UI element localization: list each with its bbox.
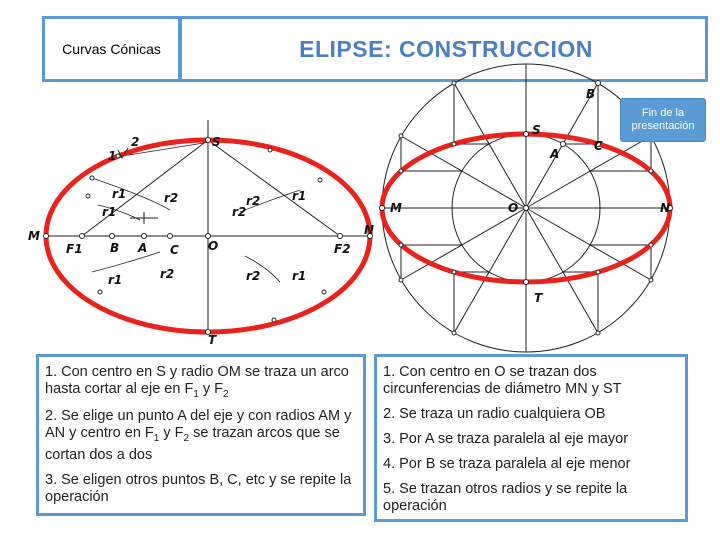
radius-5 — [526, 208, 651, 280]
point-A — [142, 234, 147, 239]
label-O-right: O — [508, 201, 519, 215]
label-B-right: B — [586, 87, 596, 101]
label-A-left: A — [138, 241, 148, 255]
pt-r4 — [399, 134, 403, 138]
label-1: 1 — [108, 149, 117, 163]
label-S-left: S — [212, 135, 221, 149]
label-r2-b: r2 — [232, 205, 247, 219]
point-B-right — [596, 81, 601, 86]
end-presentation-button[interactable]: Fin de la presentación — [620, 98, 706, 142]
point-arc-bot-right — [272, 318, 276, 322]
subtitle: Curvas Cónicas — [62, 41, 161, 57]
radius-8 — [454, 208, 526, 333]
point-M-right — [380, 206, 385, 211]
label-C-left: C — [170, 243, 179, 257]
page-title: ELIPSE: CONSTRUCCION — [299, 35, 593, 62]
label-M-left: M — [28, 229, 40, 243]
point-S — [206, 138, 211, 143]
pt-r2 — [452, 81, 456, 85]
point-M — [44, 234, 49, 239]
right-step-2: 2. Se traza un radio cualquiera OB — [383, 406, 606, 422]
label-r2-c: r2 — [246, 194, 261, 208]
arc-r1-c — [92, 252, 160, 272]
label-r2-a: r2 — [164, 191, 179, 205]
pt-e5 — [649, 243, 653, 247]
label-M-right: M — [390, 201, 402, 215]
point-S-right — [524, 132, 529, 137]
pt-r8 — [452, 331, 456, 335]
pt-e3 — [649, 169, 653, 173]
label-r1-d: r1 — [292, 189, 307, 203]
focus-line-1 — [82, 140, 208, 236]
right-step-4: 4. Por B se traza paralela al eje menor — [383, 456, 631, 472]
label-C-right: C — [594, 139, 603, 153]
label-r2-e: r2 — [246, 269, 261, 283]
left-step-2: 2. Se elige un punto A del eje y con radios AM y AN y centro en $F_1$ y $F_2$ se trazan arcos que se cortan dos a dos — [45, 407, 352, 463]
point-r1-right — [318, 178, 322, 182]
pt-r5 — [649, 278, 653, 282]
point-r1-low — [98, 290, 102, 294]
radius-2 — [454, 83, 526, 208]
radius-7 — [526, 208, 598, 333]
radius-6 — [401, 208, 526, 280]
right-step-5: 5. Se trazan otros radios y se repite la operación — [383, 481, 628, 514]
point-B — [110, 234, 115, 239]
point-arc-top-right — [268, 148, 272, 152]
label-F1: F1 — [66, 242, 83, 256]
pt-e6 — [399, 243, 403, 247]
label-A-right: A — [550, 147, 560, 161]
left-steps-box — [36, 354, 366, 516]
radius-4 — [401, 136, 526, 208]
label-T-right: T — [534, 291, 543, 305]
right-step-1: 1. Con centro en O se trazan dos circunferencias de diámetro MN y ST — [383, 364, 622, 397]
pt-r7 — [596, 331, 600, 335]
label-T-left: T — [208, 333, 217, 347]
radius-3 — [526, 136, 651, 208]
point-A-right — [561, 142, 566, 147]
label-S-right: S — [532, 123, 541, 137]
label-F2: F2 — [334, 242, 351, 256]
pt-r6 — [399, 278, 403, 282]
left-step-1: 1. Con centro en S y radio OM se traza un arco hasta cortar al eje en $F_1$ y $F_2$ — [45, 364, 349, 400]
left-step-3: 3. Se eligen otros puntos B, C, etc y se repite la operación — [45, 471, 352, 505]
focus-line-2 — [208, 140, 340, 236]
point-F2 — [338, 234, 343, 239]
point-O-right — [524, 206, 529, 211]
point-r1-mid — [86, 194, 90, 198]
pt-e2 — [452, 142, 456, 146]
point-T-right — [524, 280, 529, 285]
pt-e7 — [596, 270, 600, 274]
pt-e4 — [399, 169, 403, 173]
point-r1-right-low — [322, 290, 326, 294]
label-O-left: O — [208, 239, 219, 253]
point-C — [168, 234, 173, 239]
pt-e8 — [452, 270, 456, 274]
point-F1 — [80, 234, 85, 239]
right-step-3: 3. Por A se traza paralela al eje mayor — [383, 431, 629, 447]
label-r1-b: r1 — [102, 205, 117, 219]
right-steps-box — [374, 354, 688, 522]
label-r1-e: r1 — [292, 269, 307, 283]
label-N-right: N — [660, 201, 671, 215]
label-2: 2 — [131, 135, 140, 149]
left-construction — [28, 120, 374, 347]
label-r1-a: r1 — [112, 187, 127, 201]
point-O — [206, 234, 211, 239]
point-1 — [116, 154, 120, 158]
label-r1-c: r1 — [108, 273, 123, 287]
label-N-left: N — [364, 223, 375, 237]
label-r2-d: r2 — [160, 267, 175, 281]
point-r1-top — [90, 176, 94, 180]
label-B-left: B — [110, 241, 120, 255]
